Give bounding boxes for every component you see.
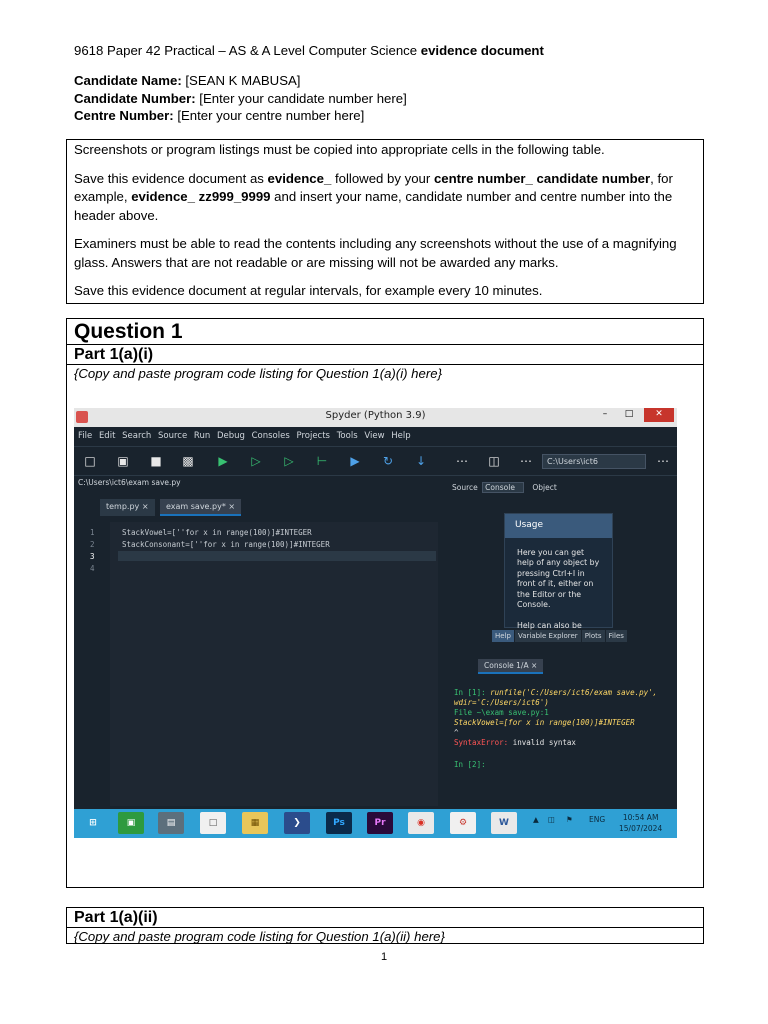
ipython-console[interactable] <box>448 652 677 809</box>
part-1ai-title: Part 1(a)(i) <box>67 345 703 365</box>
flag-icon[interactable]: ⚑ <box>566 815 573 824</box>
maximize-icon[interactable]: □ <box>624 409 634 419</box>
menu-consoles[interactable]: Consoles <box>251 431 290 441</box>
usage-body: Here you can get help of any object by pressing Ctrl+I in front of it, either on the Editor or the Console. Help can also be <box>517 548 600 630</box>
help-source-select[interactable]: Console <box>482 482 524 493</box>
usage-title: Usage <box>505 514 612 538</box>
menu-bar <box>74 427 677 446</box>
menu-run[interactable]: Run <box>193 431 211 441</box>
line-number: 2 <box>90 540 95 549</box>
instruction-p3: Examiners must be able to read the contents including any screenshots without the use of a magnifying glass. Answers that are not readable or are missing will not be awarded any marks. <box>74 236 677 270</box>
document-header <box>74 43 544 58</box>
instruction-p1: Screenshots or program listings must be copied into appropriate cells in the following table. <box>74 142 605 157</box>
more-options-icon[interactable]: ⋯ <box>456 454 468 468</box>
window-titlebar <box>74 408 677 427</box>
folder-icon[interactable]: ▦ <box>242 812 268 834</box>
tray-arrow-icon[interactable]: ▲ <box>533 815 539 824</box>
candidate-name-label: Candidate Name: <box>74 73 182 88</box>
run-icon[interactable]: ▶ <box>218 454 228 468</box>
menu-debug[interactable]: Debug <box>216 431 245 441</box>
menu-edit[interactable]: Edit <box>98 431 116 441</box>
line-number-gutter <box>82 522 110 806</box>
menu-search[interactable]: Search <box>122 431 152 441</box>
candidate-name-value[interactable]: [SEAN K MABUSA] <box>181 73 301 88</box>
run-cell-advance-icon[interactable]: ▷ <box>284 454 294 468</box>
debug-icon[interactable]: ▶ <box>350 454 360 468</box>
powershell-icon[interactable]: ❯ <box>284 812 310 834</box>
candidate-number-label: Candidate Number: <box>74 90 196 106</box>
menu-source[interactable]: Source <box>158 431 188 441</box>
run-selection-icon[interactable]: ⊢ <box>316 454 328 468</box>
console-tab[interactable]: Console 1/A × <box>478 659 543 674</box>
language-indicator[interactable]: ENG <box>589 815 606 824</box>
candidate-details <box>74 72 407 125</box>
network-icon[interactable]: ◫ <box>548 815 556 824</box>
line-number: 3 <box>90 552 95 561</box>
part-1ai-instruction: {Copy and paste program code listing for Question 1(a)(i) here} <box>74 366 442 381</box>
spyder-taskbar-icon[interactable]: ⚙ <box>450 812 476 834</box>
run-cell-icon[interactable]: ▷ <box>251 454 261 468</box>
menu-help[interactable]: Help <box>391 431 411 441</box>
tab-temp-py[interactable]: temp.py × <box>100 499 155 516</box>
step-icon[interactable]: ↻ <box>382 454 394 468</box>
more-options-icon-3[interactable]: ⋯ <box>657 454 669 468</box>
premiere-icon[interactable]: Pr <box>367 812 393 834</box>
tab-exam-save-py[interactable]: exam save.py* × <box>160 499 241 516</box>
window-title: Spyder (Python 3.9) <box>325 410 426 421</box>
tab-plots[interactable]: Plots <box>582 630 605 642</box>
pane-toggle-icon[interactable]: ◫ <box>488 454 500 468</box>
console-output: In [1]: runfile('C:/Users/ict6/exam save.py', wdir='C:/Users/ict6') File ~\exam save.py:1 StackVowel=[for x in range(100)]#INTEGER ^ SyntaxError: invalid syntax In [2]: <box>454 688 658 769</box>
centre-number-label: Centre Number: <box>74 108 174 123</box>
header-bold: evidence document <box>420 43 544 58</box>
editor-pane <box>74 476 444 809</box>
part-1aii-title: Part 1(a)(ii) <box>67 908 703 928</box>
editor-file-path: C:\Users\ict6\exam save.py <box>78 478 181 487</box>
toolbar <box>74 446 677 476</box>
instructions-box <box>66 139 704 304</box>
photoshop-icon[interactable]: Ps <box>326 812 352 834</box>
store-icon[interactable]: ▣ <box>118 812 144 834</box>
help-panel <box>448 476 677 656</box>
right-pane <box>448 476 677 809</box>
candidate-number-value[interactable]: [Enter your candidate number here] <box>195 90 407 106</box>
working-directory-combo[interactable]: C:\Users\ict6 <box>542 454 646 469</box>
start-icon[interactable]: ⊞ <box>89 818 97 828</box>
current-line-highlight <box>118 551 436 561</box>
tab-help[interactable]: Help <box>492 630 514 642</box>
question-title: Question 1 <box>67 319 703 345</box>
editor-tabs <box>74 496 444 518</box>
taskbar-clock[interactable]: 10:54 AM 15/07/2024 <box>619 813 663 833</box>
line-number: 1 <box>90 528 95 537</box>
menu-projects[interactable]: Projects <box>296 431 330 441</box>
page-number: 1 <box>380 951 388 963</box>
document-icon[interactable]: □ <box>200 812 226 834</box>
part-1aii-instruction: {Copy and paste program code listing for Question 1(a)(ii) here} <box>74 929 445 944</box>
step-into-icon[interactable]: ↓ <box>415 454 427 468</box>
code-editor[interactable] <box>82 522 438 806</box>
centre-number-value[interactable]: [Enter your centre number here] <box>173 108 365 123</box>
minimize-icon[interactable]: – <box>602 409 608 419</box>
instruction-p4: Save this evidence document at regular intervals, for example every 10 minutes. <box>74 283 543 298</box>
menu-view[interactable]: View <box>364 431 385 441</box>
explorer-icon[interactable]: ▤ <box>158 812 184 834</box>
word-icon[interactable]: W <box>491 812 517 834</box>
header-text: 9618 Paper 42 Practical – AS & A Level Computer Science <box>74 43 421 58</box>
tab-variable-explorer[interactable]: Variable Explorer <box>515 630 581 642</box>
new-file-icon[interactable]: □ <box>84 454 96 468</box>
code-line: StackVowel=[''for x in range(100)]#INTEGER <box>122 528 312 537</box>
menu-tools[interactable]: Tools <box>336 431 358 441</box>
tab-files[interactable]: Files <box>606 630 627 642</box>
windows-taskbar <box>74 809 677 838</box>
code-line: StackConsonant=[''for x in range(100)]#INTEGER <box>122 540 330 549</box>
chrome-icon[interactable]: ◉ <box>408 812 434 834</box>
help-tabs <box>492 630 628 644</box>
line-number: 4 <box>90 564 95 573</box>
save-icon[interactable]: ■ <box>150 454 162 468</box>
spyder-screenshot <box>74 408 677 838</box>
save-all-icon[interactable]: ▩ <box>182 454 194 468</box>
usage-panel <box>504 513 613 628</box>
help-source-bar: Source Console Object <box>452 483 557 492</box>
open-folder-icon[interactable]: ▣ <box>117 454 129 468</box>
instruction-p2: Save this evidence document as evidence_ followed by your centre number_ candidate number, for example, evidence_ zz999_9999 and insert your name, candidate number and centre number into the header above. <box>74 170 673 223</box>
part-1aii-table <box>66 907 704 944</box>
close-icon[interactable]: ✕ <box>644 408 674 422</box>
more-options-icon-2[interactable]: ⋯ <box>520 454 532 468</box>
menu-file[interactable]: File <box>78 431 93 441</box>
